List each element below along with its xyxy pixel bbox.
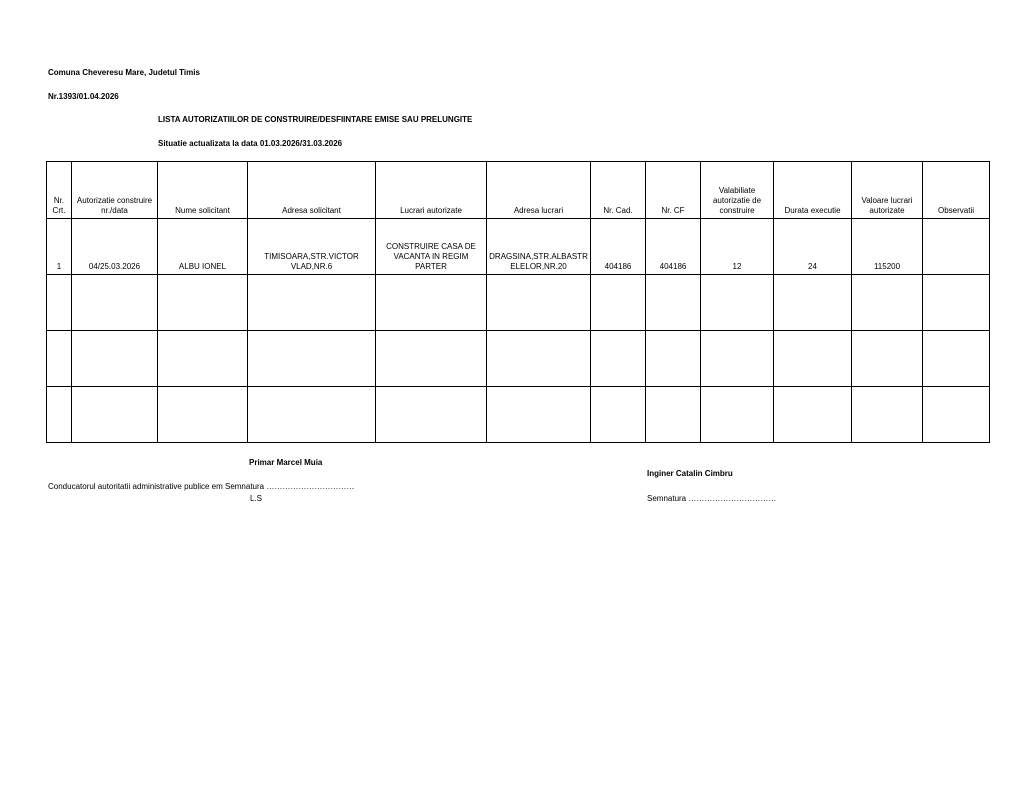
table-cell	[591, 275, 646, 331]
table-cell: 12	[701, 219, 774, 275]
table-cell	[774, 331, 852, 387]
table-cell	[646, 387, 701, 443]
column-header: Observatii	[923, 162, 990, 219]
table-cell	[591, 331, 646, 387]
table-cell	[248, 275, 376, 331]
stamp-placeholder: L.S	[250, 494, 263, 503]
column-header: Autorizatie construire nr./data	[72, 162, 158, 219]
table-row	[47, 219, 990, 275]
table-cell: 24	[774, 219, 852, 275]
table-cell: 404186	[591, 219, 646, 275]
report-period: Situatie actualizata la data 01.03.2026/31.03.2026	[158, 139, 343, 148]
table-cell: DRAGSINA,STR.ALBASTRELELOR,NR.20	[487, 219, 591, 275]
table-cell	[852, 331, 923, 387]
table-cell	[923, 387, 990, 443]
table-cell: ALBU IONEL	[158, 219, 248, 275]
table-cell	[248, 387, 376, 443]
mayor-signature-name: Primar Marcel Muia	[249, 458, 323, 467]
table-row	[47, 387, 990, 443]
table-cell: 04/25.03.2026	[72, 219, 158, 275]
column-header: Adresa solicitant	[248, 162, 376, 219]
table-cell	[487, 387, 591, 443]
table-cell	[72, 331, 158, 387]
table-row	[47, 275, 990, 331]
table-cell	[701, 387, 774, 443]
table-cell	[774, 275, 852, 331]
table-cell	[158, 331, 248, 387]
authority-signature-line: Conducatorul autoritatii administrative publice em Semnatura ……………………………	[48, 482, 355, 491]
table-cell: 115200	[852, 219, 923, 275]
reference-number: Nr.1393/01.04.2026	[48, 92, 119, 101]
table-cell	[376, 331, 487, 387]
engineer-signature-line: Semnatura ……………………………	[647, 494, 777, 503]
table-header-row	[47, 162, 990, 219]
table-cell	[47, 331, 72, 387]
table-cell	[72, 275, 158, 331]
table-cell	[47, 387, 72, 443]
table-cell	[376, 275, 487, 331]
table-cell	[923, 275, 990, 331]
table-cell	[487, 331, 591, 387]
table-cell	[591, 387, 646, 443]
column-header: Lucrari autorizate	[376, 162, 487, 219]
authorizations-table	[46, 161, 990, 443]
table-cell	[487, 275, 591, 331]
table-row	[47, 331, 990, 387]
table-cell: TIMISOARA,STR.VICTOR VLAD,NR.6	[248, 219, 376, 275]
table-cell	[158, 387, 248, 443]
document-title: LISTA AUTORIZATIILOR DE CONSTRUIRE/DESFIINTARE EMISE SAU PRELUNGITE	[158, 115, 473, 124]
table-cell	[852, 275, 923, 331]
table-cell	[47, 275, 72, 331]
table-cell	[376, 387, 487, 443]
table-cell	[701, 331, 774, 387]
table-cell	[701, 275, 774, 331]
column-header: Nr. CF	[646, 162, 701, 219]
column-header: Valabiliate autorizatie de construire	[701, 162, 774, 219]
table-cell	[923, 219, 990, 275]
table-cell	[158, 275, 248, 331]
table-cell: 1	[47, 219, 72, 275]
table-cell	[646, 331, 701, 387]
institution-name: Comuna Cheveresu Mare, Judetul Timis	[48, 68, 200, 77]
table-cell: CONSTRUIRE CASA DE VACANTA IN REGIM PARTER	[376, 219, 487, 275]
table-cell: 404186	[646, 219, 701, 275]
table-cell	[646, 275, 701, 331]
column-header: Valoare lucrari autorizate	[852, 162, 923, 219]
engineer-signature-name: Inginer Catalin Cimbru	[647, 469, 733, 478]
table-cell	[852, 387, 923, 443]
table-cell	[774, 387, 852, 443]
table-cell	[72, 387, 158, 443]
column-header: Adresa lucrari	[487, 162, 591, 219]
column-header: Nr. Cad.	[591, 162, 646, 219]
column-header: Nr. Crt.	[47, 162, 72, 219]
table-cell	[248, 331, 376, 387]
table-cell	[923, 331, 990, 387]
column-header: Nume solicitant	[158, 162, 248, 219]
column-header: Durata executie	[774, 162, 852, 219]
